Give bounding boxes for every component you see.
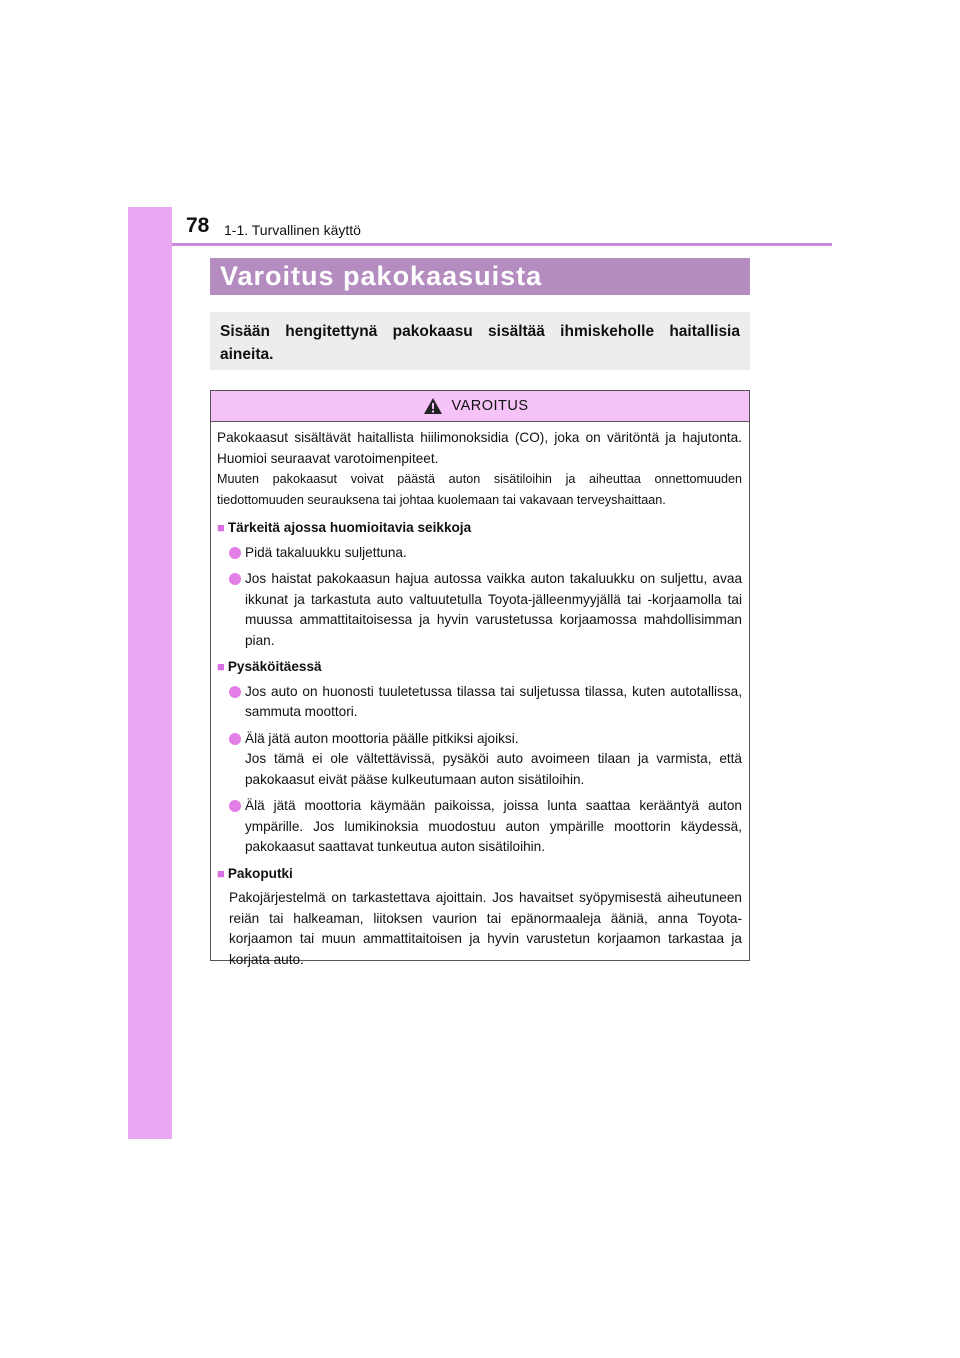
page-title-bar [210, 258, 750, 295]
intro-summary: Sisään hengitettynä pakokaasu sisältää ihmiskeholle haitallisia aineita. [210, 312, 750, 370]
list-item-text [245, 729, 742, 791]
side-color-band [128, 207, 172, 1139]
section-breadcrumb: 1-1. Turvallinen käyttö [224, 222, 361, 238]
round-bullet-icon [229, 573, 241, 585]
list-item [229, 569, 742, 651]
square-bullet-icon: ■ [217, 865, 225, 881]
round-bullet-icon [229, 686, 241, 698]
section-heading-text: Tärkeitä ajossa huomioitavia seikkoja [227, 520, 472, 535]
warning-box [210, 390, 750, 967]
section-heading [217, 864, 742, 885]
page-number: 78 [186, 214, 210, 237]
header-divider [172, 243, 832, 246]
warning-body [211, 422, 749, 970]
list-item [229, 682, 742, 723]
warning-intro-line1: Pakokaasut sisältävät haitallista hiilimonoksidia (CO), joka on väritöntä ja hajutonta. Huomioi seuraavat varotoimenpiteet. [217, 430, 742, 466]
list-item [229, 796, 742, 858]
square-bullet-icon: ■ [217, 520, 225, 535]
section-heading-text: Pysäköitäessä [227, 659, 322, 674]
list-item-line: Älä jätä auton moottoria päälle pitkiksi ajoiksi. [245, 730, 519, 746]
warning-triangle-icon [423, 397, 443, 415]
round-bullet-icon [229, 733, 241, 745]
list-item-text: Jos haistat pakokaasun hajua autossa vaikka auton takaluukku on suljettu, avaa ikkunat ja tarkastuta auto valtuutetulla Toyota-jälleenmyyjällä tai -korjaamolla tai muussa ammattitaitoisessa ja hyvin varustetussa korjaamossa mahdollisimman pian. [245, 571, 742, 648]
round-bullet-icon [229, 800, 241, 812]
list-item [229, 543, 742, 564]
warning-label: VAROITUS [451, 398, 529, 414]
section-heading-text: Pakoputki [227, 865, 293, 881]
page-title: Varoitus pakokaasuista [220, 261, 543, 291]
list-item-text: Pidä takaluukku suljettuna. [245, 544, 407, 560]
section-paragraph: Pakojärjestelmä on tarkastettava ajoittain. Jos havaitset syöpymisestä aiheutuneen reiän tai halkeaman, liitoksen vaurion tai epänormaaleja ääniä, anna Toyota-korjaamon tai muun ammattitaitoisen ja hyvin varustetun korjaamon tarkastaa ja korjata auto. [229, 890, 742, 967]
warning-intro [217, 428, 742, 510]
warning-intro-line2: Muuten pakokaasut voivat päästä auton sisätiloihin ja aiheuttaa onnettomuuden tiedottomuuden seurauksena tai johtaa kuolemaan tai vakavaan terveyshaittaan. [217, 472, 742, 507]
list-item-extra: Jos tämä ei ole vältettävissä, pysäköi auto avoimeen tilaan ja varmista, että pakokaasut eivät pääse kulkeutumaan auton sisätiloihin. [245, 751, 742, 787]
warning-header [211, 391, 749, 422]
section-heading [217, 518, 742, 539]
round-bullet-icon [229, 547, 241, 559]
list-item [229, 729, 742, 791]
section-heading [217, 657, 742, 678]
list-item-text: Älä jätä moottoria käymään paikoissa, joissa lunta saattaa kerääntyä auton ympärille. Jos lumikinoksia muodostuu auton ympärille moottorin käydessä, pakokaasut saattavat tunkeutua auton sisätiloihin. [245, 798, 742, 854]
square-bullet-icon: ■ [217, 659, 225, 674]
list-item-text: Jos auto on huonosti tuuletetussa tilassa tai suljetussa tilassa, kuten autotallissa, sammuta moottori. [245, 683, 742, 719]
